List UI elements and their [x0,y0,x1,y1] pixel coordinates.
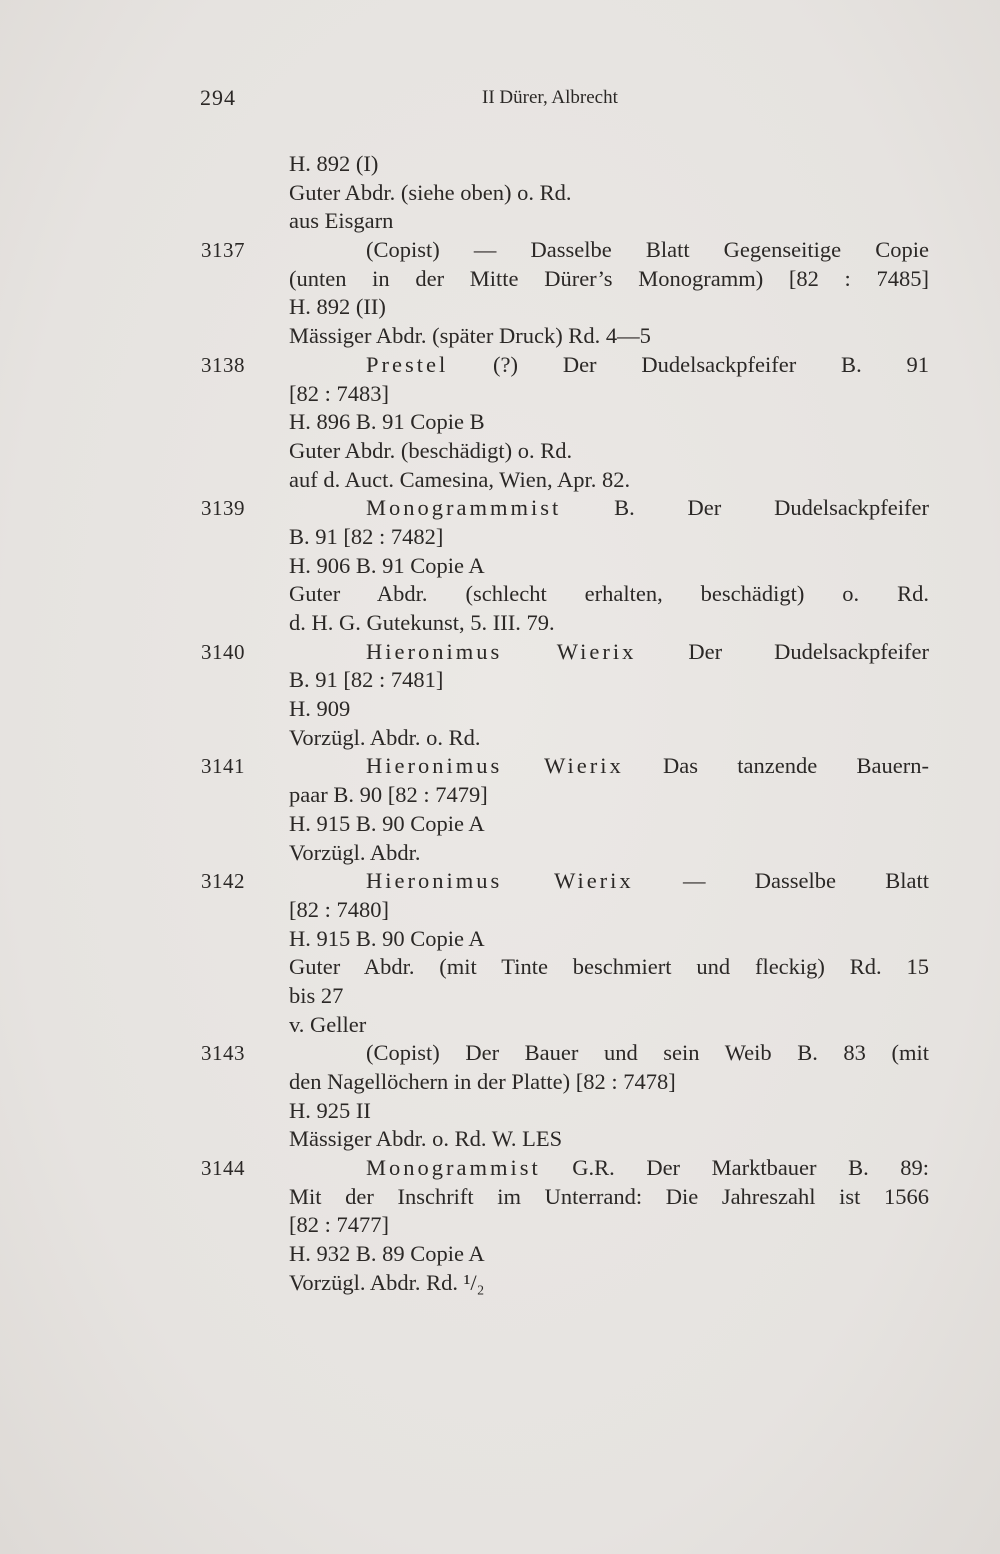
entry-description: B. Der Dudelsackpfeifer [561,495,929,521]
entry-text: B. 91 [82 : 7481] [289,667,444,693]
entry-text: d. H. G. Gutekunst, 5. III. 79. [289,610,555,635]
entry-description: Das tanzende Bauern- [623,753,929,779]
entry-number: 3140 [201,639,245,664]
catalog-line [0,695,1000,724]
catalog-line [0,437,1000,466]
catalog-line [0,666,1000,695]
catalog-line [0,1211,1000,1240]
entry-text: H. 892 (II) [289,294,386,320]
catalog-line [0,265,1000,294]
entry-text: H. 896 B. 91 Copie B [289,409,485,435]
running-head [0,85,1000,115]
entry-number: 3138 [201,352,245,377]
entry-description: G.R. Der Marktbauer B. 89: [540,1155,929,1181]
catalog-line [0,179,1000,208]
catalog-line [0,293,1000,322]
entry-text: H. 915 B. 90 Copie A [289,925,485,951]
entry-text: (Copist) — Dasselbe Blatt Gegenseitige Copie [366,237,929,263]
catalog-line [0,150,1000,179]
entry-text: v. Geller [289,1011,367,1037]
entry-text: [82 : 7477] [289,1212,389,1238]
entry-text: H. 915 B. 90 Copie A [289,810,485,836]
entry-text [366,1154,929,1183]
catalog-line [0,781,1000,810]
entry-text: Vorzügl. Abdr. o. Rd. [289,724,481,750]
entry-text: paar B. 90 [82 : 7479] [289,782,488,808]
entry-text: Mässiger Abdr. o. Rd. W. LES [289,1126,563,1152]
entry-text: H. 909 [289,696,351,722]
entry-number: 3144 [201,1156,245,1181]
artist-name: Monogrammmist [366,495,562,521]
catalog-line [0,466,1000,495]
catalog-line [0,207,1000,236]
entry-text [366,494,929,523]
catalog-line [0,1097,1000,1126]
entry-text: auf d. Auct. Camesina, Wien, Apr. 82. [289,466,631,492]
catalog-line [0,1269,1000,1298]
artist-name: Monogrammist [366,1155,541,1181]
entry-text: Vorzügl. Abdr. Rd. ¹/₂ [289,1269,485,1295]
entry-text: Guter Abdr. (schlecht erhalten, beschädigt) o. Rd. [289,581,929,607]
catalog-line [0,896,1000,925]
catalog-line [0,1240,1000,1269]
catalog-line [0,1125,1000,1154]
entry-text: B. 91 [82 : 7482] [289,523,444,549]
artist-name: Hieronimus Wierix [366,868,634,894]
catalog-line [0,523,1000,552]
artist-name: Prestel [366,351,449,377]
running-head-title: II Dürer, Albrecht [482,87,618,108]
entry-text: (Copist) Der Bauer und sein Weib B. 83 (mit [366,1040,929,1066]
entry-text: Guter Abdr. (beschädigt) o. Rd. [289,437,573,463]
catalog-line [0,408,1000,437]
entry-text: [82 : 7480] [289,896,389,922]
catalog-line [0,322,1000,351]
catalog-line [0,380,1000,409]
entry-text: (unten in der Mitte Dürer’s Monogramm) [82 : 7485] [289,265,929,291]
entry-number: 3142 [201,869,245,894]
entry-number: 3143 [201,1041,245,1066]
entry-number: 3141 [201,754,245,779]
catalog-line [0,1154,1000,1183]
page-number: 294 [200,85,236,110]
artist-name: Hieronimus Wierix [366,638,637,664]
catalog-line [0,752,1000,781]
catalog-line [0,724,1000,753]
entry-text: H. 925 II [289,1097,371,1123]
catalog-line [0,351,1000,380]
catalog-line [0,609,1000,638]
entry-text: aus Eisgarn [289,208,394,234]
entry-text: H. 932 B. 89 Copie A [289,1241,485,1267]
catalog-line [0,839,1000,868]
entry-text [366,867,929,896]
catalog-line [0,953,1000,982]
catalog-entries [0,150,1000,1298]
entry-text: Guter Abdr. (siehe oben) o. Rd. [289,179,572,205]
entry-text [366,752,929,781]
entry-text: Mit der Inschrift im Unterrand: Die Jahreszahl ist 1566 [289,1183,929,1209]
entry-text: den Nagellöchern in der Platte) [82 : 7478] [289,1069,676,1094]
catalog-line [0,867,1000,896]
catalog-line [0,1039,1000,1068]
catalog-line [0,494,1000,523]
entry-text [366,638,929,667]
catalog-line [0,638,1000,667]
entry-text: Vorzügl. Abdr. [289,839,421,865]
catalog-line [0,1183,1000,1212]
entry-text: bis 27 [289,982,344,1008]
entry-number: 3137 [201,238,245,263]
entry-description: Der Dudelsackpfeifer [636,638,929,664]
catalog-line [0,982,1000,1011]
catalog-line [0,236,1000,265]
artist-name: Hieronimus Wierix [366,753,624,779]
entry-text [366,351,929,380]
catalog-line [0,580,1000,609]
catalog-line [0,925,1000,954]
entry-text: [82 : 7483] [289,380,389,406]
entry-text: Guter Abdr. (mit Tinte beschmiert und fleckig) Rd. 15 [289,954,929,980]
catalog-line [0,552,1000,581]
entry-description: — Dasselbe Blatt [633,868,929,894]
entry-description: (?) Der Dudelsackpfeifer B. 91 [448,351,929,377]
entry-text: H. 892 (I) [289,151,379,176]
catalog-line [0,1068,1000,1097]
entry-text: Mässiger Abdr. (später Druck) Rd. 4—5 [289,323,651,349]
entry-number: 3139 [201,496,245,521]
entry-text: H. 906 B. 91 Copie A [289,552,485,578]
catalog-line [0,810,1000,839]
catalog-line [0,1011,1000,1040]
